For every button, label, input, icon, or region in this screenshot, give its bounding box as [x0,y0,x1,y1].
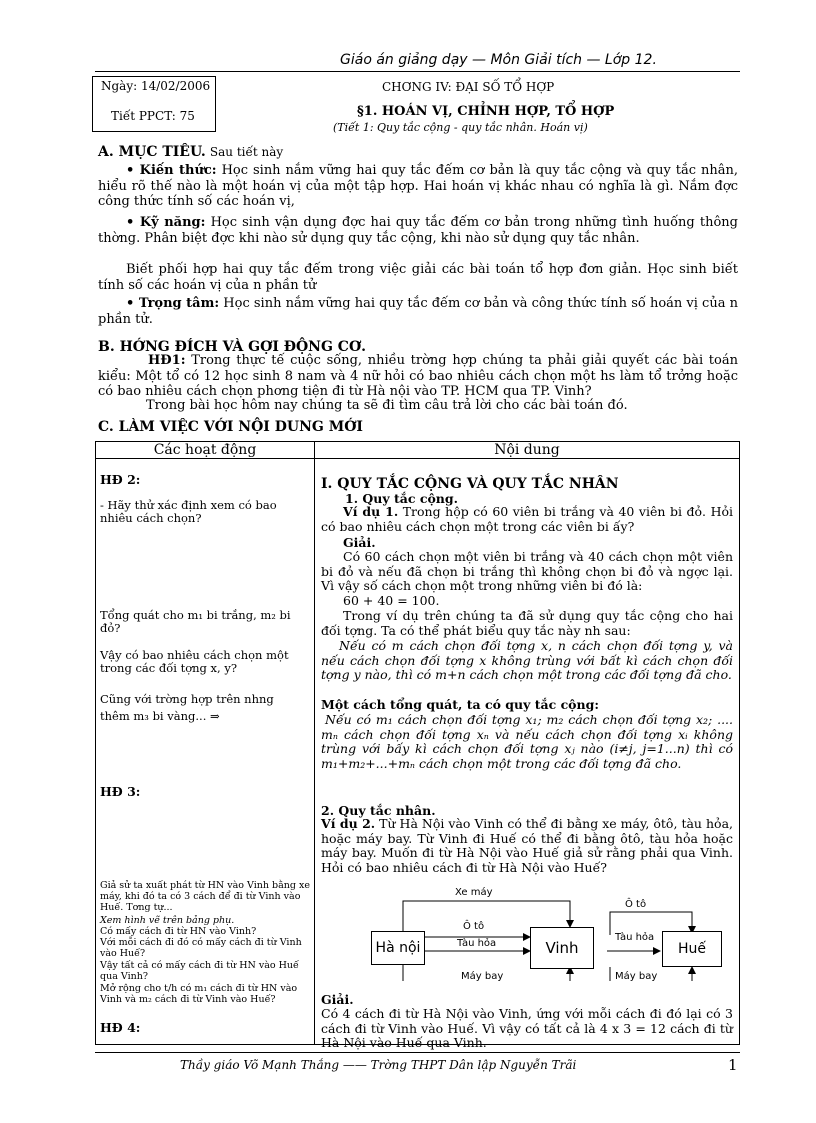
hd3-step6: Mở rộng cho t/h có m₁ cách đi từ HN vào Vinh và m₂ cách đi từ Vinh vào Huế? [100,983,298,1005]
focus-text: Học sinh nắm vững hai quy tắc đếm cơ bản và công thức tính số hoán vị của n phần tử. [98,296,738,327]
hd3-step2: Xem hình vẽ trên bảng phụ. [100,915,235,926]
rule-section-heading: I. QUY TẮC CỘNG VÀ QUY TẮC NHÂN [321,476,619,492]
activities-cell [96,459,315,1045]
example1-text: Trong hộp có 60 viên bi trắng và 40 viên bi đỏ. Hỏi có bao nhiêu cách chọn một trong các viên bi ấy? [321,504,733,534]
focus-para [98,296,738,327]
part-c-heading: C. LÀM VIỆC VỚI NỘI DUNG MỚI [98,419,363,435]
general-heading: Một cách tổng quát, ta có quy tắc cộng: [321,697,599,712]
chapter-title: CHƠNG IV: ĐẠI SỐ TỔ HỢP [382,80,555,94]
skill-text: Học sinh vận dụng đợc hai quy tắc đếm cơ bản trong những tình huống thông thờng. Phân biệt đợc khi nào sử dụng quy tắc cộng, khi nào sử dụng quy tắc nhân. [98,215,738,246]
example2-text: Từ Hà Nội vào Vinh có thể đi bằng xe máy, ôtô, tàu hỏa, hoặc máy bay. Từ Vinh đi Huế có thể đi bằng ôtô, tàu hỏa hoặc máy bay. Muốn đi từ Hà Nội vào Huế giả sử rằng phải qua Vinh. Hỏi có bao nhiêu cách đi từ Hà Nội vào Huế? [321,816,733,875]
knowledge-label: • Kiến thức: [126,163,217,178]
footer-rule [95,1052,740,1053]
add-rule-general: Nếu có m₁ cách chọn đối tợng x₁; m₂ cách chọn đối tợng x₂; .... mₙ cách chọn đối tợng xₙ và nếu cách chọn đối tợng xᵢ không trùng với bấy kì cách chọn đối tợng xⱼ nào (i≠j, j=1...n) thì có m₁+m₂+...+mₙ cách chọn một trong các đối tợng đã cho. [321,712,733,771]
col-activities-header: Các hoạt động [96,442,315,459]
solution2-label: Giải. [321,992,354,1007]
label-maybay-2: Máy bay [615,971,658,982]
knowledge-para [98,163,738,210]
mul-rule-heading: 2. Quy tắc nhân. [321,803,436,818]
part-a-after: Sau tiết này [209,145,284,159]
hd3-label: HĐ 3: [100,784,141,799]
hd1-text: Trong thực tế cuộc sống, nhiều trờng hợp chúng ta phải giải quyết các bài toán kiểu: Một tổ có 12 học sinh 8 nam và 4 nữ hỏi có bao nhiêu cách chọn một hs làm tổ trởng hoặc có bao nhiêu cách chọn phơng tiện đi từ Hà nội vào TP. HCM qua TP. Vinh? [98,353,738,399]
focus-label: • Trọng tâm: [126,296,220,311]
hd1-para [98,353,738,400]
label-xemay: Xe máy [455,887,493,898]
page-header: Giáo án giảng dạy — Môn Giải tích — Lớp 12. [340,52,657,68]
part-a-heading: A. MỤC TIÊU. [98,144,206,160]
col-content-header: Nội dung [315,442,740,459]
extend-question: Cũng với trờng hợp trên nhng thêm m₃ bi vàng... ⇒ [100,692,274,723]
section-title: §1. HOÁN VỊ, CHỈNH HỢP, TỔ HỢP [357,104,615,119]
label-oto-1: Ô tô [463,921,485,932]
hd2-question: - Hãy thử xác định xem có bao nhiêu cách chọn? [100,498,277,525]
hd3-step5: Vậy tất cả có mấy cách đi từ HN vào Huế qua Vinh? [100,960,299,982]
example1-label: Ví dụ 1. [343,504,399,519]
solution1-text: Có 60 cách chọn một viên bi trắng và 40 cách chọn một viên bi đỏ và nếu đã chọn bi trắng thì không chọn bi đỏ và ngợc lại. Vì vậy số cách chọn một trong những viên bi đó là: [321,549,733,593]
hd1-label: HĐ1: [148,353,186,368]
hd1-more: Trong bài học hôm nay chúng ta sẽ đi tìm câu trả lời cho các bài toán đó. [146,398,628,413]
part-b-heading: B. HỚNG ĐÍCH VÀ GỢI ĐỘNG CƠ. [98,339,367,355]
date-text: Ngày: 14/02/2006 [101,79,211,93]
page-number: 1 [728,1056,738,1074]
hue-node: Huế [662,931,722,967]
example2-label: Ví dụ 2. [321,816,376,831]
skill-more: Biết phối hợp hai quy tắc đếm trong việc giải các bài toán tổ hợp đơn giản. Học sinh biết tính số các hoán vị của n phần tử [98,262,738,293]
content-table [95,441,740,1050]
hanoi-node: Hà nội [371,931,425,965]
general-question: Tổng quát cho m₁ bi trắng, m₂ bi đỏ? [100,608,291,635]
vinh-node: Vinh [530,927,594,969]
section-subtitle: (Tiết 1: Quy tắc cộng - quy tắc nhân. Hoán vị) [333,121,588,134]
date-box [92,76,216,132]
add-rule-heading: 1. Quy tắc cộng. [345,491,458,506]
label-tauhoa-2: Tàu hỏa [615,932,655,943]
label-maybay-1: Máy bay [461,971,504,982]
period-text: Tiết PPCT: 75 [111,109,195,123]
header-rule [95,71,740,72]
solution2-text: Có 4 cách đi từ Hà Nội vào Vinh, ứng với mỗi cách đi đó lại có 3 cách đi từ Vinh vào Huế. Vì vậy có tất cả là 4 x 3 = 12 cách đi từ Hà Nội vào Huế qua Vinh. [321,1006,733,1050]
hd2-label: HĐ 2: [100,472,141,487]
example1 [321,505,733,534]
knowledge-text: Học sinh nắm vững hai quy tắc đếm cơ bản là quy tắc cộng và quy tắc nhân, hiểu rõ thế nào là một hoán vị của một tập hợp. Hai hoán vị khác nhau có nghĩa là gì. Nắm đợc công thức tính số các hoán vị, [98,163,738,209]
part-a-heading-line [98,145,738,161]
calc-line: 60 + 40 = 100. [343,593,440,608]
hd4-label: HĐ 4: [100,1020,141,1035]
rule-intro: Trong ví dụ trên chúng ta đã sử dụng quy tắc cộng cho hai đối tợng. Ta có thể phát biểu quy tắc này nh sau: [321,608,733,638]
choice-question: Vậy có bao nhiêu cách chọn một trong các đối tợng x, y? [100,648,289,675]
label-oto-2: Ô tô [625,899,647,910]
skill-label: • Kỹ năng: [126,215,206,230]
hd3-step3: Có mấy cách đi từ HN vào Vinh? [100,926,257,937]
label-tauhoa-1: Tàu hỏa [457,938,497,949]
hd3-step4: Với mỗi cách đi đó có mấy cách đi từ Vinh vào Huế? [100,937,302,959]
content-cell [315,459,740,1050]
add-rule-two: Nếu có m cách chọn đối tợng x, n cách chọn đối tợng y, và nếu cách chọn đối tợng x không trùng với bất kì cách chọn đối tợng y nào, thì có m+n cách chọn một trong các đối tợng đã cho. [321,638,733,682]
solution1-label: Giải. [343,535,376,550]
skill-para [98,215,738,246]
hd3-step1: Giả sử ta xuất phát từ HN vào Vinh bằng xe máy, khi đó ta có 3 cách để đi từ Vinh vào Huế. Tơng tự... [100,880,310,913]
footer-text: Thầy giáo Võ Mạnh Thắng —— Trờng THPT Dân lập Nguyễn Trãi [180,1058,577,1072]
example2 [321,817,733,875]
